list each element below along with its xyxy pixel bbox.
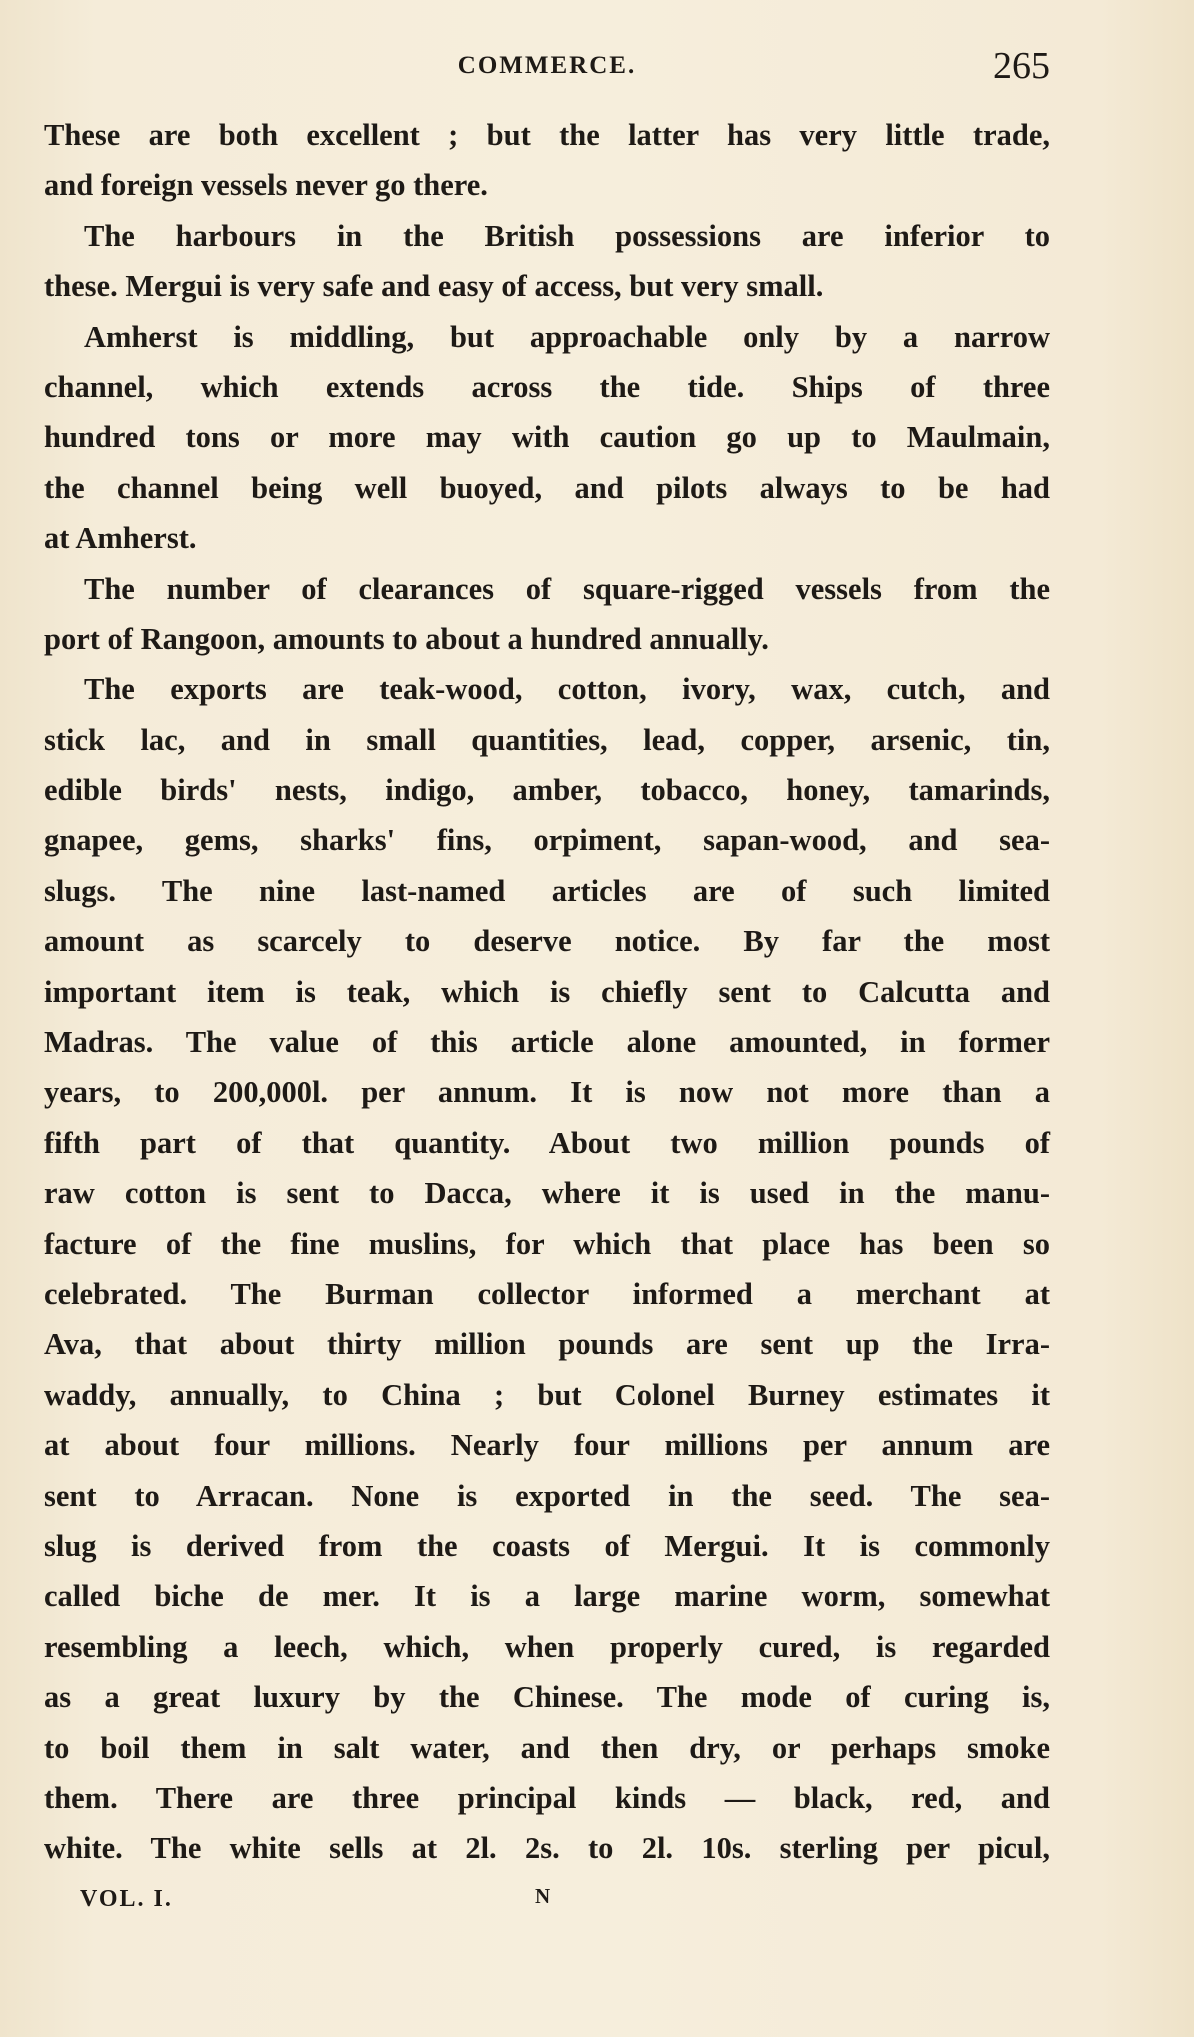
text-line: years, to 200,000l. per annum. It is now not more than a — [44, 1075, 1050, 1110]
volume-mark: VOL. I. — [80, 1886, 173, 1912]
text-line: these. Mergui is very safe and easy of access, but very small. — [44, 269, 824, 304]
text-line: channel, which extends across the tide. Ships of three — [44, 369, 1050, 404]
text-line: as a great luxury by the Chinese. The mode of curing is, — [44, 1680, 1050, 1715]
text-line: These are both excellent ; but the latter has very little trade, — [44, 118, 1050, 152]
text-line: edible birds' nests, indigo, amber, tobacco, honey, tamarinds, — [44, 773, 1050, 808]
text-line: the channel being well buoyed, and pilots always to be had — [44, 470, 1050, 505]
text-line: white. The white sells at 2l. 2s. to 2l. 10s. sterling per picul, — [44, 1831, 1050, 1866]
signature-mark: N — [535, 1884, 553, 1908]
text-line: at about four millions. Nearly four millions per annum are — [44, 1428, 1050, 1463]
text-line: Amherst is middling, but approachable only by a narrow — [84, 319, 1050, 354]
text-line: The exports are teak-wood, cotton, ivory, wax, cutch, and — [84, 672, 1050, 707]
text-line: called biche de mer. It is a large marine worm, somewhat — [44, 1579, 1050, 1614]
running-head — [44, 45, 1050, 92]
text-line: amount as scarcely to deserve notice. By far the most — [44, 924, 1050, 959]
text-line: facture of the fine muslins, for which that place has been so — [44, 1226, 1050, 1261]
text-line: slugs. The nine last-named articles are of such limited — [44, 873, 1050, 908]
text-line: port of Rangoon, amounts to about a hundred annually. — [44, 621, 769, 656]
text-line: celebrated. The Burman collector informed a merchant at — [44, 1276, 1050, 1311]
text-line: important item is teak, which is chiefly sent to Calcutta and — [44, 974, 1050, 1009]
text-line: fifth part of that quantity. About two million pounds of — [44, 1125, 1050, 1160]
text-line: stick lac, and in small quantities, lead, copper, arsenic, tin, — [44, 722, 1050, 757]
text-line: Madras. The value of this article alone amounted, in former — [44, 1025, 1050, 1060]
text-line: resembling a leech, which, when properly cured, is regarded — [44, 1629, 1050, 1664]
text-line: and foreign vessels never go there. — [44, 168, 488, 203]
text-line: at Amherst. — [44, 521, 197, 556]
body-text — [44, 110, 1050, 1874]
page-footer — [80, 1886, 980, 1926]
text-line: them. There are three principal kinds — black, red, and — [44, 1780, 1050, 1815]
text-line: waddy, annually, to China ; but Colonel Burney estimates it — [44, 1377, 1050, 1412]
text-line: The harbours in the British possessions are inferior to — [84, 218, 1050, 253]
text-line: to boil them in salt water, and then dry, or perhaps smoke — [44, 1730, 1050, 1765]
text-line: The number of clearances of square-rigged vessels from the — [84, 571, 1050, 606]
running-title: COMMERCE. — [457, 52, 637, 79]
text-line: raw cotton is sent to Dacca, where it is used in the manu- — [44, 1176, 1050, 1211]
text-line: sent to Arracan. None is exported in the seed. The sea- — [44, 1478, 1050, 1513]
text-line: gnapee, gems, sharks' fins, orpiment, sapan-wood, and sea- — [44, 823, 1050, 858]
text-line: Ava, that about thirty million pounds are sent up the Irra- — [44, 1327, 1050, 1362]
page-number: 265 — [993, 45, 1050, 87]
text-line: hundred tons or more may with caution go up to Maulmain, — [44, 420, 1050, 455]
text-line: slug is derived from the coasts of Mergui. It is commonly — [44, 1528, 1050, 1563]
